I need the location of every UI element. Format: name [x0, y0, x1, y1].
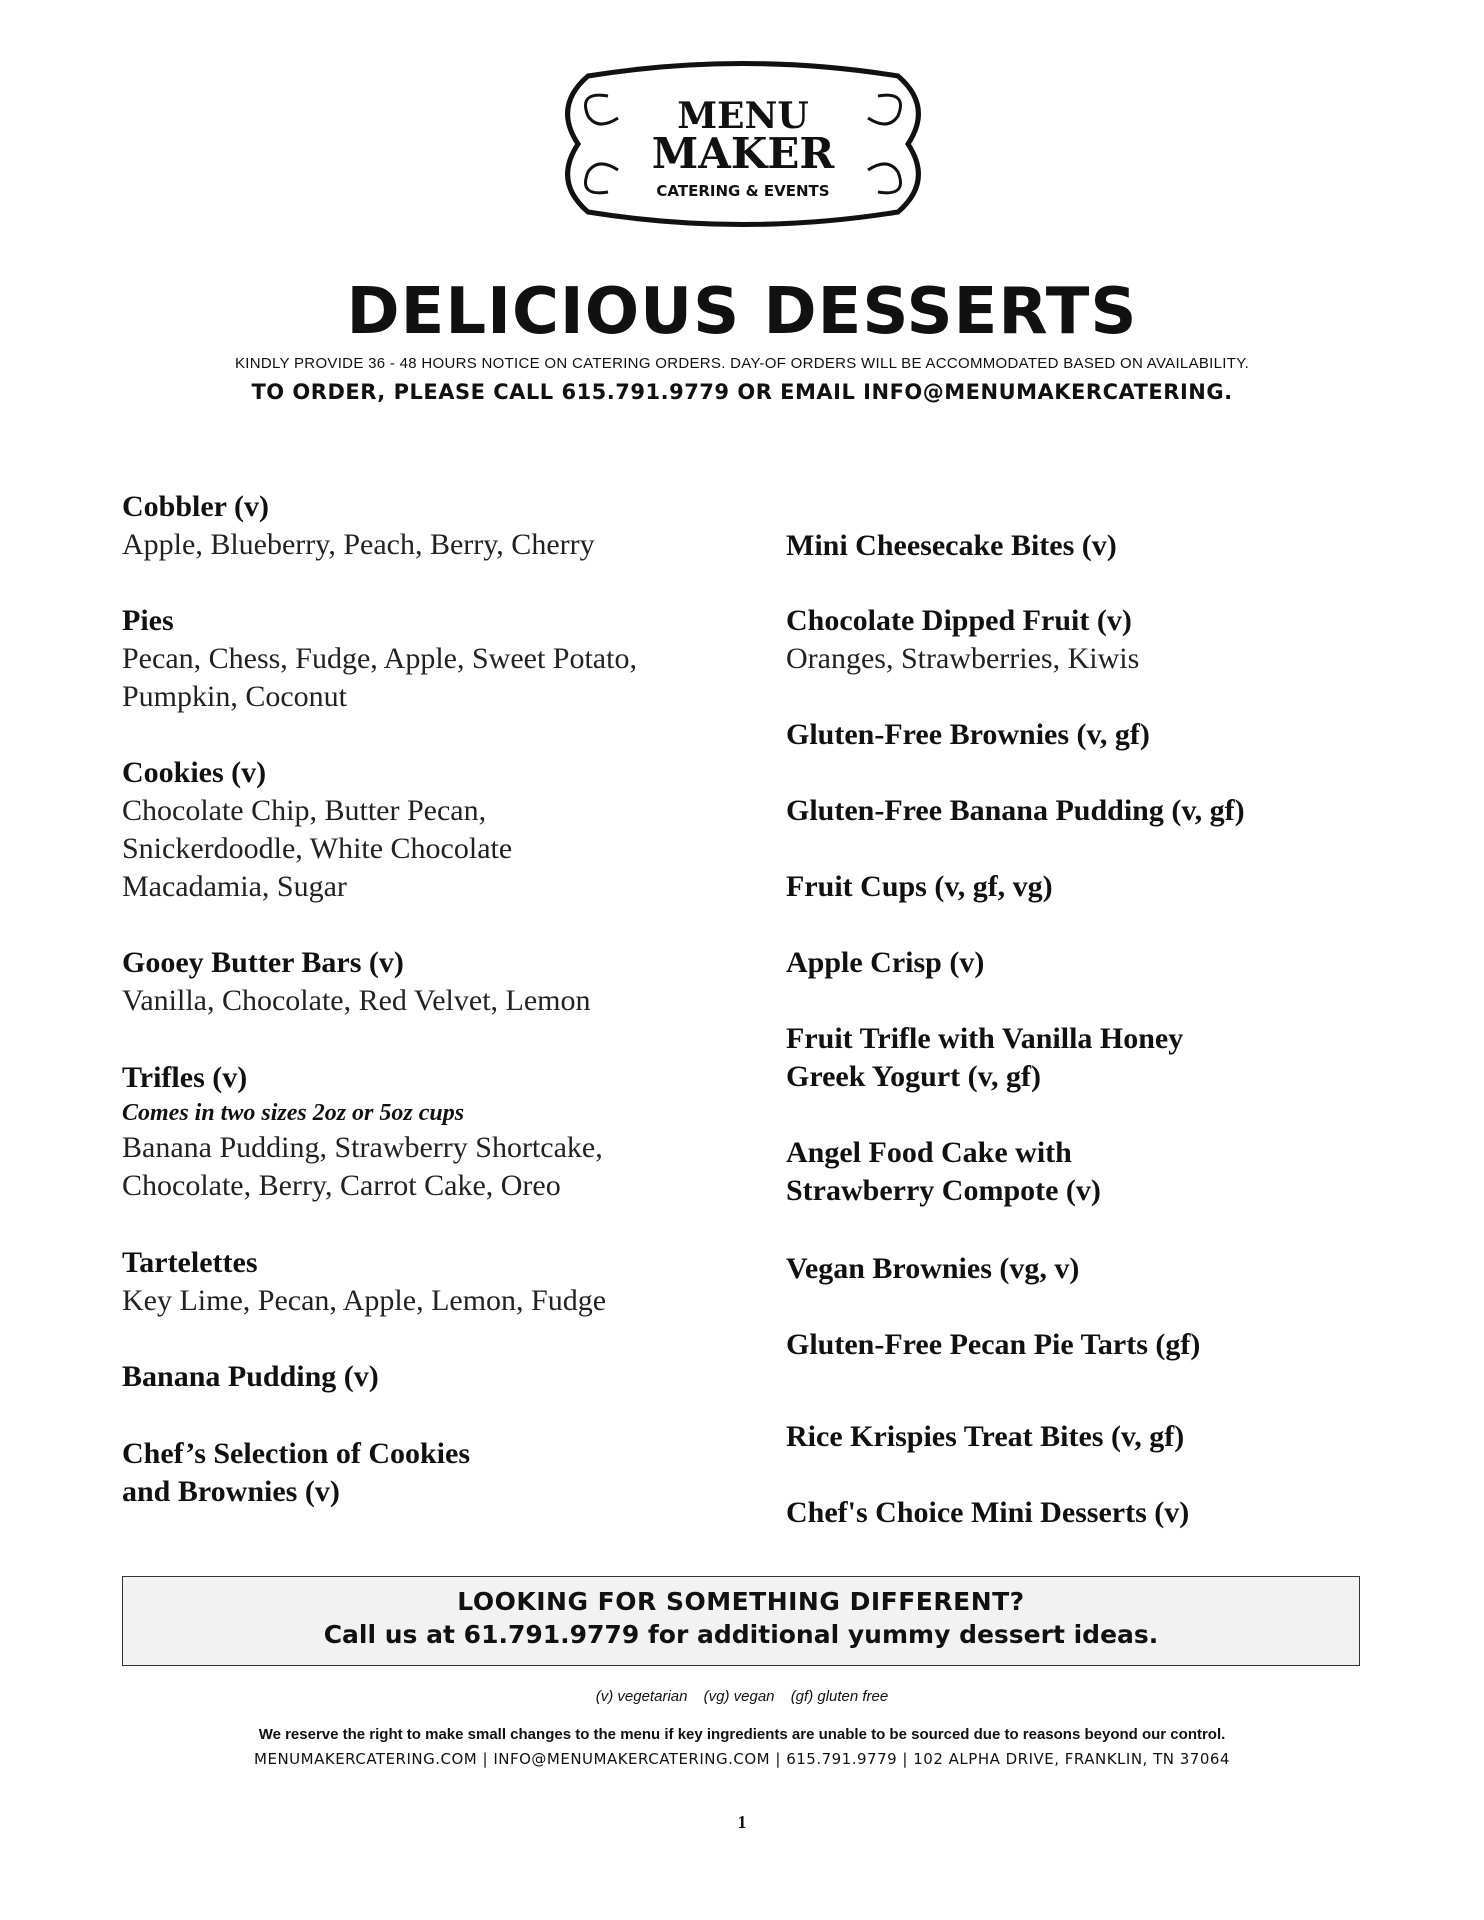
menu-maker-logo [548, 56, 938, 232]
item-desc: Pumpkin, Coconut [122, 680, 348, 713]
item-desc: Macadamia, Sugar [122, 870, 347, 903]
logo-line3: CATERING & EVENTS [656, 182, 830, 200]
item-name: Trifles (v) [122, 1061, 248, 1094]
callout-title: LOOKING FOR SOMETHING DIFFERENT? [457, 1587, 1025, 1616]
item-note: Comes in two sizes 2oz or 5oz cups [122, 1100, 465, 1126]
logo-frame-icon [548, 56, 938, 232]
item-name: Gluten-Free Banana Pudding (v, gf) [786, 794, 1245, 827]
item-name-line2: Greek Yogurt (v, gf) [786, 1060, 1041, 1093]
page-number: 1 [737, 1812, 747, 1832]
logo-line1: MENU [677, 95, 809, 137]
item-name: Mini Cheesecake Bites (v) [786, 529, 1117, 562]
item-desc: Pecan, Chess, Fudge, Apple, Sweet Potato, [122, 642, 637, 675]
item-name: Cobbler (v) [122, 490, 269, 523]
menu-item-gf-brownies [786, 716, 1406, 754]
order-contact-line: TO ORDER, PLEASE CALL 615.791.9779 OR EMAIL INFO@MENUMAKERCATERING. [251, 380, 1233, 404]
menu-item-fruit-cups [786, 868, 1406, 906]
menu-item-pies [122, 602, 722, 716]
item-desc: Chocolate Chip, Butter Pecan, [122, 794, 487, 827]
item-name: Cookies (v) [122, 756, 267, 789]
item-desc: Banana Pudding, Strawberry Shortcake, [122, 1131, 603, 1164]
item-name: Gooey Butter Bars (v) [122, 946, 404, 979]
item-name-line2: Strawberry Compote (v) [786, 1174, 1101, 1207]
item-name: Vegan Brownies (vg, v) [786, 1252, 1080, 1285]
item-name: Angel Food Cake with [786, 1136, 1072, 1169]
menu-item-chocolate-dipped-fruit [786, 602, 1406, 678]
menu-item-tartelettes [122, 1244, 722, 1320]
item-name: Chef’s Selection of Cookies [122, 1437, 471, 1470]
item-name-line2: and Brownies (v) [122, 1475, 340, 1508]
item-name: Pies [122, 604, 174, 637]
menu-item-gf-banana-pudding [786, 792, 1406, 830]
logo-line2: MAKER [651, 129, 835, 178]
legend-vegan: (vg) vegan [703, 1688, 775, 1705]
item-name: Gluten-Free Brownies (v, gf) [786, 718, 1150, 751]
menu-item-rice-krispies [786, 1418, 1406, 1456]
item-desc: Vanilla, Chocolate, Red Velvet, Lemon [122, 984, 591, 1017]
page-title: DELICIOUS DESSERTS [346, 275, 1138, 349]
menu-item-trifles [122, 1059, 722, 1205]
menu-item-gf-pecan-pie-tarts [786, 1326, 1406, 1364]
legend-gluten-free: (gf) gluten free [790, 1688, 889, 1705]
menu-item-vegan-brownies [786, 1250, 1406, 1288]
menu-item-gooey-butter-bars [122, 944, 722, 1020]
item-name: Fruit Cups (v, gf, vg) [786, 870, 1053, 903]
menu-item-chefs-selection [122, 1435, 722, 1511]
item-name: Rice Krispies Treat Bites (v, gf) [786, 1420, 1185, 1453]
item-desc: Oranges, Strawberries, Kiwis [786, 642, 1140, 675]
legend-vegetarian: (v) vegetarian [595, 1688, 688, 1705]
item-name: Gluten-Free Pecan Pie Tarts (gf) [786, 1328, 1201, 1361]
item-name: Chocolate Dipped Fruit (v) [786, 604, 1132, 637]
item-name: Fruit Trifle with Vanilla Honey [786, 1022, 1184, 1055]
order-notice: KINDLY PROVIDE 36 - 48 HOURS NOTICE ON CATERING ORDERS. DAY-OF ORDERS WILL BE ACCOMMODATED BASED ON AVAILABILITY. [234, 355, 1250, 372]
item-desc: Apple, Blueberry, Peach, Berry, Cherry [122, 528, 595, 561]
menu-item-apple-crisp [786, 944, 1406, 982]
item-name: Apple Crisp (v) [786, 946, 985, 979]
item-name: Chef's Choice Mini Desserts (v) [786, 1496, 1190, 1529]
menu-item-cookies [122, 754, 722, 906]
dietary-legend [0, 1688, 1484, 1705]
item-desc: Snickerdoodle, White Chocolate [122, 832, 513, 865]
callout-body: Call us at 61.791.9779 for additional yummy dessert ideas. [323, 1620, 1159, 1649]
menu-item-angel-food-cake [786, 1134, 1406, 1210]
item-desc: Chocolate, Berry, Carrot Cake, Oreo [122, 1169, 561, 1202]
item-desc: Key Lime, Pecan, Apple, Lemon, Fudge [122, 1284, 607, 1317]
contact-footer: MENUMAKERCATERING.COM | INFO@MENUMAKERCATERING.COM | 615.791.9779 | 102 ALPHA DRIVE, FRANKLIN, TN 37064 [254, 1750, 1230, 1768]
menu-item-mini-cheesecake [786, 527, 1406, 565]
menu-item-banana-pudding [122, 1358, 722, 1396]
item-name: Tartelettes [122, 1246, 258, 1279]
menu-item-fruit-trifle [786, 1020, 1406, 1096]
item-name: Banana Pudding (v) [122, 1360, 379, 1393]
menu-item-cobbler [122, 488, 722, 564]
callout-box [122, 1576, 1360, 1666]
menu-disclaimer: We reserve the right to make small changes to the menu if key ingredients are unable to be sourced due to reasons beyond our control. [258, 1726, 1226, 1743]
menu-item-chefs-choice-mini [786, 1494, 1406, 1532]
